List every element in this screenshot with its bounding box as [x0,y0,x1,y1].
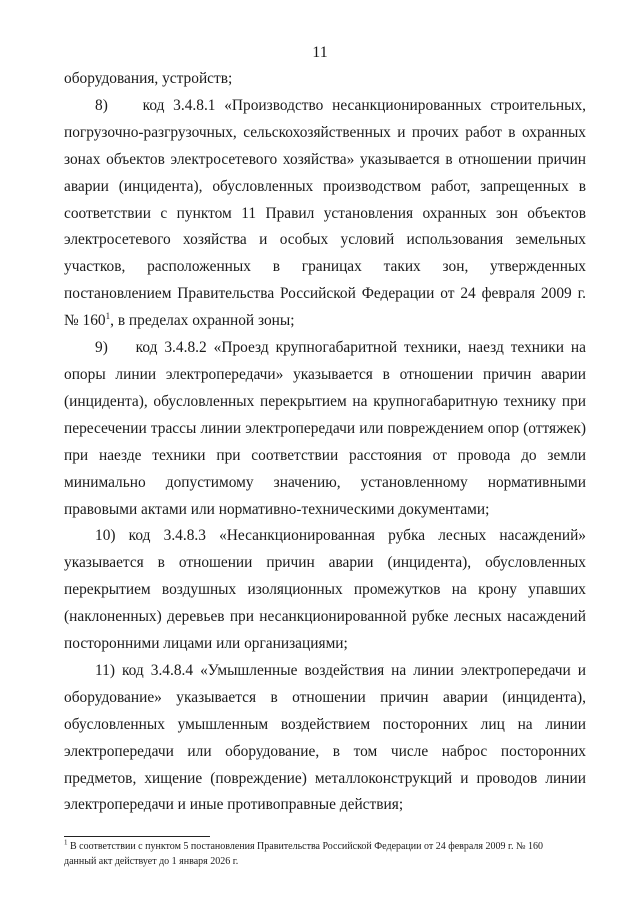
paragraph-item-10: 10) код 3.4.8.3 «Несанкционированная рубка лесных насаждений» указывается в отношении причин аварии (инцидента), обусловленных перекрытием воздушных изоляционных промежутков на крону упавших (наклоненных) деревьев при несанкционированной рубке лесных насаждений посторонними лицами или организациями; [64,527,586,653]
footnote-text-1: В соответствии с пунктом 5 постановления Правительства Российской Федерации от 24 февраля 2009 г. № 160 [67,841,544,852]
paragraph-item-11: 11) код 3.4.8.4 «Умышленные воздействия на линии электропередачи и оборудование» указывается в отношении причин аварии (инцидента), обусловленных умышленным воздействием посторонних лиц на линии электропередачи или оборудование, в том числе наброс посторонних предметов, хищение (повреждение) металлоконструкций и проводов линии электропередачи и иные противоправные действия; [64,661,586,814]
paragraph-item-9: 9) код 3.4.8.2 «Проезд крупногабаритной техники, наезд техники на опоры линии электропередачи» указывается в отношении причин аварии (инцидента), обусловленных перекрытием на крупногабаритную технику при пересечении трассы линии электропередачи или повреждением опор (оттяжек) при наезде техники при соответствии расстояния от провода до земли минимально допустимому значению, установленному нормативными правовыми актами или нормативно-техническими документами; [64,339,586,518]
footnote [64,839,604,869]
page-number: 11 [312,44,328,61]
footnote-line-2: данный акт действует до 1 января 2026 г. [64,856,239,867]
paragraph-item-8-text: 8) код 3.4.8.1 «Производство несанкционированных строительных, погрузочно-разгрузочных, сельскохозяйственных и прочих работ в охранных зонах объектов электросетевого хозяйства» указывается в отношении причин аварии (инцидента), обусловленных производством работ, запрещенных в соответствии с пунктом 11 Правил установления охранных зон объектов электросетевого хозяйства и особых условий использования земельных участков, расположенных в границах таких зон, утвержденных постановлением Правительства Российской Федерации от 24 февраля 2009 г. № 160 [64,96,586,330]
footnote-line-1 [64,839,604,854]
footnote-divider [64,836,210,837]
paragraph-item-8 [64,93,586,335]
document-body [64,66,586,819]
footnote-mark: 1 [64,838,68,847]
paragraph-continuation: оборудования, устройств; [64,70,233,87]
footnote-reference: 1 [105,311,111,322]
paragraph-item-8-end: , в пределах охранной зоны; [110,312,295,330]
